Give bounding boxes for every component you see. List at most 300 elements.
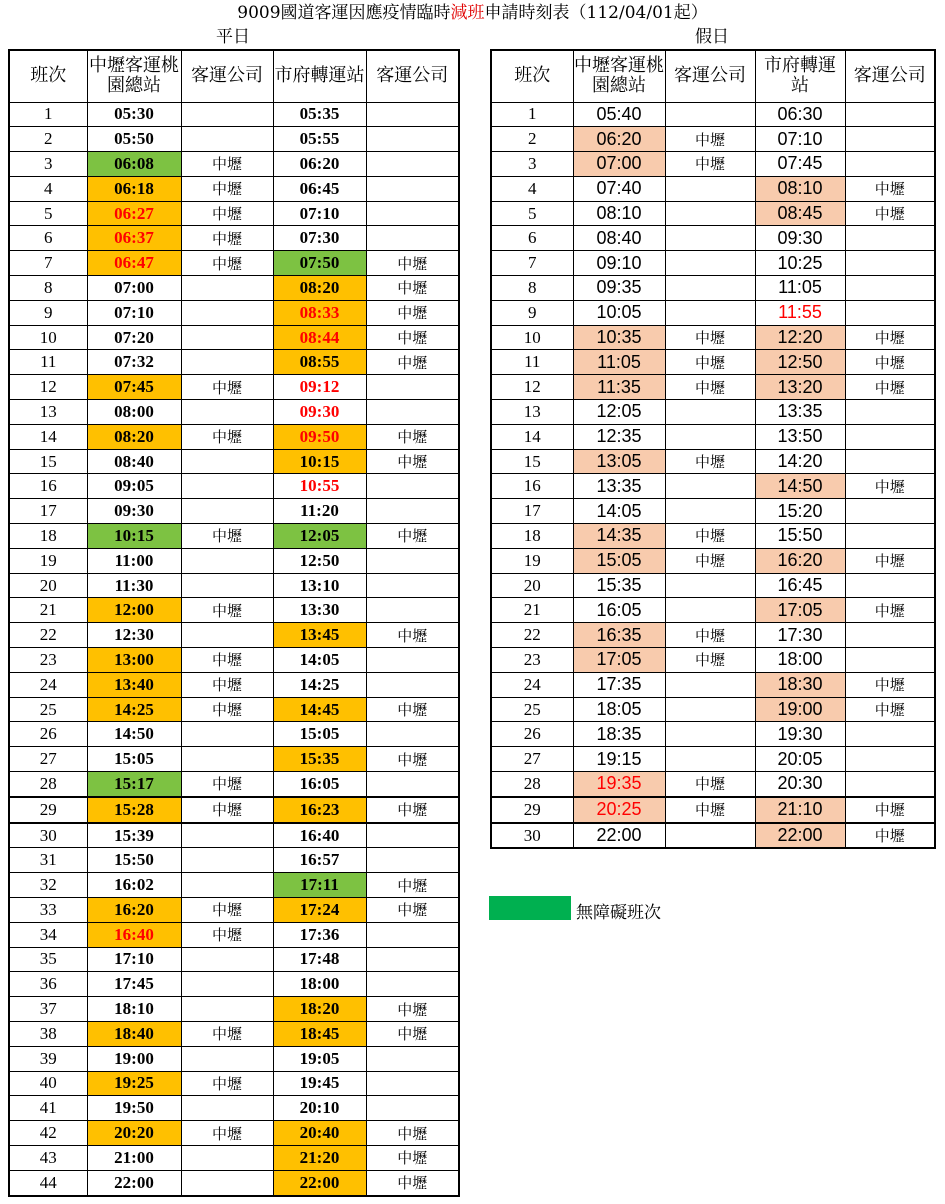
zhongli-company [665, 400, 755, 425]
city-hall-company: 中壢 [845, 672, 935, 697]
zhongli-company: 中壢 [181, 772, 273, 797]
accessible-legend-label: 無障礙班次 [576, 903, 661, 923]
trip-number: 11 [9, 350, 87, 375]
zhongli-company [181, 325, 273, 350]
zhongli-departure-time: 16:05 [573, 598, 665, 623]
city-hall-company: 中壢 [366, 747, 459, 772]
city-hall-departure-time: 07:50 [273, 251, 366, 276]
city-hall-company [366, 672, 459, 697]
table-row [9, 1021, 459, 1046]
city-hall-company: 中壢 [366, 424, 459, 449]
zhongli-departure-time: 07:45 [87, 375, 181, 400]
table-row [491, 102, 935, 127]
table-row [491, 499, 935, 524]
trip-number: 1 [9, 102, 87, 127]
zhongli-company [665, 102, 755, 127]
city-hall-departure-time: 08:45 [755, 201, 845, 226]
trip-number: 15 [9, 449, 87, 474]
city-hall-departure-time: 15:35 [273, 747, 366, 772]
city-hall-departure-time: 12:20 [755, 325, 845, 350]
city-hall-company [366, 201, 459, 226]
zhongli-company [181, 1046, 273, 1071]
city-hall-company [366, 972, 459, 997]
city-hall-company [366, 573, 459, 598]
zhongli-departure-time: 20:20 [87, 1121, 181, 1146]
trip-number: 39 [9, 1046, 87, 1071]
title-highlight: 減班 [450, 3, 485, 23]
table-row [9, 823, 459, 848]
city-hall-departure-time: 16:45 [755, 573, 845, 598]
city-hall-departure-time: 06:20 [273, 152, 366, 177]
zhongli-company: 中壢 [665, 375, 755, 400]
city-hall-departure-time: 18:30 [755, 672, 845, 697]
zhongli-departure-time: 08:00 [87, 400, 181, 425]
header-trip: 班次 [9, 50, 87, 102]
holiday-timetable [490, 49, 936, 849]
city-hall-company [845, 722, 935, 747]
trip-number: 28 [9, 772, 87, 797]
zhongli-company [665, 697, 755, 722]
zhongli-company [181, 1145, 273, 1170]
zhongli-company [665, 276, 755, 301]
table-row [9, 873, 459, 898]
table-row [9, 1145, 459, 1170]
zhongli-departure-time: 22:00 [87, 1170, 181, 1195]
trip-number: 10 [9, 325, 87, 350]
city-hall-company [845, 449, 935, 474]
zhongli-company [181, 873, 273, 898]
trip-number: 42 [9, 1121, 87, 1146]
zhongli-departure-time: 15:05 [573, 548, 665, 573]
trip-number: 1 [491, 102, 573, 127]
trip-number: 34 [9, 922, 87, 947]
city-hall-departure-time: 21:20 [273, 1145, 366, 1170]
table-row [9, 848, 459, 873]
table-row [9, 1096, 459, 1121]
header-company: 客運公司 [181, 50, 273, 102]
table-row [9, 947, 459, 972]
city-hall-departure-time: 17:36 [273, 922, 366, 947]
city-hall-company: 中壢 [845, 474, 935, 499]
city-hall-departure-time: 20:05 [755, 747, 845, 772]
city-hall-departure-time: 09:30 [273, 400, 366, 425]
trip-number: 8 [9, 276, 87, 301]
city-hall-departure-time: 15:05 [273, 722, 366, 747]
table-row [9, 449, 459, 474]
table-row [9, 300, 459, 325]
city-hall-departure-time: 13:10 [273, 573, 366, 598]
zhongli-company [181, 276, 273, 301]
city-hall-departure-time: 09:30 [755, 226, 845, 251]
trip-number: 17 [9, 499, 87, 524]
zhongli-departure-time: 14:50 [87, 722, 181, 747]
city-hall-departure-time: 07:45 [755, 152, 845, 177]
city-hall-company [366, 176, 459, 201]
city-hall-departure-time: 16:57 [273, 848, 366, 873]
city-hall-company [366, 400, 459, 425]
zhongli-departure-time: 10:05 [573, 300, 665, 325]
city-hall-company: 中壢 [366, 449, 459, 474]
zhongli-company [665, 474, 755, 499]
table-row [9, 722, 459, 747]
zhongli-departure-time: 16:20 [87, 898, 181, 923]
zhongli-company: 中壢 [181, 226, 273, 251]
trip-number: 26 [491, 722, 573, 747]
table-row [9, 573, 459, 598]
city-hall-departure-time: 19:00 [755, 697, 845, 722]
header-company-2: 客運公司 [366, 50, 459, 102]
table-row [9, 350, 459, 375]
city-hall-departure-time: 16:40 [273, 823, 366, 848]
zhongli-departure-time: 07:32 [87, 350, 181, 375]
city-hall-company [845, 226, 935, 251]
city-hall-departure-time: 09:50 [273, 424, 366, 449]
table-row [491, 623, 935, 648]
zhongli-company [665, 672, 755, 697]
city-hall-departure-time: 08:20 [273, 276, 366, 301]
city-hall-company: 中壢 [845, 176, 935, 201]
city-hall-departure-time: 18:00 [755, 648, 845, 673]
city-hall-company: 中壢 [845, 697, 935, 722]
table-row [491, 400, 935, 425]
city-hall-company: 中壢 [366, 300, 459, 325]
city-hall-departure-time: 07:10 [273, 201, 366, 226]
table-row [491, 449, 935, 474]
header-trip: 班次 [491, 50, 573, 102]
city-hall-departure-time: 07:30 [273, 226, 366, 251]
city-hall-departure-time: 11:05 [755, 276, 845, 301]
trip-number: 25 [9, 697, 87, 722]
trip-number: 12 [491, 375, 573, 400]
zhongli-departure-time: 22:00 [573, 823, 665, 849]
holiday-label: 假日 [695, 27, 729, 47]
table-row [491, 176, 935, 201]
table-row [9, 1046, 459, 1071]
table-row [491, 573, 935, 598]
zhongli-company: 中壢 [181, 424, 273, 449]
zhongli-company [181, 102, 273, 127]
trip-number: 4 [9, 176, 87, 201]
zhongli-departure-time: 06:47 [87, 251, 181, 276]
city-hall-company [366, 375, 459, 400]
table-row [491, 697, 935, 722]
zhongli-company [181, 722, 273, 747]
table-row [491, 276, 935, 301]
city-hall-company [366, 1096, 459, 1121]
zhongli-company: 中壢 [665, 350, 755, 375]
city-hall-departure-time: 06:30 [755, 102, 845, 127]
zhongli-company [665, 424, 755, 449]
city-hall-departure-time: 13:50 [755, 424, 845, 449]
trip-number: 29 [491, 797, 573, 823]
table-row [9, 524, 459, 549]
city-hall-company: 中壢 [845, 598, 935, 623]
zhongli-departure-time: 14:05 [573, 499, 665, 524]
table-row [491, 350, 935, 375]
zhongli-company [665, 251, 755, 276]
trip-number: 6 [9, 226, 87, 251]
zhongli-departure-time: 10:35 [573, 325, 665, 350]
city-hall-company: 中壢 [845, 797, 935, 823]
zhongli-company [181, 823, 273, 848]
city-hall-company [366, 922, 459, 947]
city-hall-company [366, 102, 459, 127]
table-row [491, 548, 935, 573]
city-hall-departure-time: 18:00 [273, 972, 366, 997]
table-row [491, 598, 935, 623]
city-hall-departure-time: 17:05 [755, 598, 845, 623]
zhongli-departure-time: 15:35 [573, 573, 665, 598]
city-hall-company: 中壢 [845, 375, 935, 400]
table-row [491, 152, 935, 177]
city-hall-company [366, 127, 459, 152]
city-hall-company [845, 400, 935, 425]
trip-number: 25 [491, 697, 573, 722]
zhongli-company [181, 548, 273, 573]
zhongli-company: 中壢 [181, 1121, 273, 1146]
trip-number: 15 [491, 449, 573, 474]
city-hall-departure-time: 17:48 [273, 947, 366, 972]
table-row [9, 152, 459, 177]
city-hall-company [366, 474, 459, 499]
zhongli-company [181, 127, 273, 152]
zhongli-departure-time: 06:20 [573, 127, 665, 152]
city-hall-company: 中壢 [366, 1121, 459, 1146]
trip-number: 24 [491, 672, 573, 697]
zhongli-company: 中壢 [181, 201, 273, 226]
trip-number: 30 [9, 823, 87, 848]
zhongli-company: 中壢 [181, 648, 273, 673]
city-hall-company: 中壢 [845, 350, 935, 375]
city-hall-company [845, 251, 935, 276]
zhongli-company [665, 747, 755, 772]
city-hall-departure-time: 13:35 [755, 400, 845, 425]
trip-number: 37 [9, 997, 87, 1022]
trip-number: 11 [491, 350, 573, 375]
header-zhongli-station: 中壢客運桃園總站 [573, 50, 665, 102]
zhongli-departure-time: 06:08 [87, 152, 181, 177]
zhongli-company: 中壢 [181, 898, 273, 923]
zhongli-company [181, 972, 273, 997]
zhongli-departure-time: 08:20 [87, 424, 181, 449]
zhongli-departure-time: 09:30 [87, 499, 181, 524]
zhongli-company [665, 573, 755, 598]
zhongli-company: 中壢 [181, 697, 273, 722]
zhongli-company [181, 400, 273, 425]
zhongli-departure-time: 18:35 [573, 722, 665, 747]
zhongli-company [181, 997, 273, 1022]
city-hall-departure-time: 14:25 [273, 672, 366, 697]
city-hall-company [366, 1071, 459, 1096]
zhongli-company [181, 300, 273, 325]
table-row [491, 251, 935, 276]
city-hall-company [845, 499, 935, 524]
trip-number: 40 [9, 1071, 87, 1096]
trip-number: 6 [491, 226, 573, 251]
zhongli-company [665, 499, 755, 524]
trip-number: 2 [491, 127, 573, 152]
zhongli-departure-time: 18:10 [87, 997, 181, 1022]
city-hall-company: 中壢 [366, 997, 459, 1022]
city-hall-company [366, 823, 459, 848]
city-hall-departure-time: 17:30 [755, 623, 845, 648]
city-hall-departure-time: 17:11 [273, 873, 366, 898]
city-hall-departure-time: 08:33 [273, 300, 366, 325]
zhongli-company: 中壢 [181, 1071, 273, 1096]
city-hall-company [366, 648, 459, 673]
table-row [9, 251, 459, 276]
city-hall-departure-time: 19:45 [273, 1071, 366, 1096]
city-hall-departure-time: 17:24 [273, 898, 366, 923]
city-hall-departure-time: 21:10 [755, 797, 845, 823]
table-row [9, 127, 459, 152]
city-hall-departure-time: 14:45 [273, 697, 366, 722]
trip-number: 22 [9, 623, 87, 648]
zhongli-departure-time: 06:18 [87, 176, 181, 201]
city-hall-company [366, 848, 459, 873]
city-hall-company [366, 947, 459, 972]
trip-number: 30 [491, 823, 573, 849]
city-hall-company: 中壢 [366, 325, 459, 350]
zhongli-departure-time: 11:05 [573, 350, 665, 375]
trip-number: 35 [9, 947, 87, 972]
zhongli-departure-time: 11:35 [573, 375, 665, 400]
zhongli-company: 中壢 [181, 152, 273, 177]
zhongli-company [181, 848, 273, 873]
table-row [491, 325, 935, 350]
zhongli-departure-time: 09:10 [573, 251, 665, 276]
zhongli-departure-time: 16:35 [573, 623, 665, 648]
city-hall-company [366, 548, 459, 573]
city-hall-company: 中壢 [366, 276, 459, 301]
trip-number: 7 [491, 251, 573, 276]
zhongli-company: 中壢 [181, 672, 273, 697]
city-hall-departure-time: 13:20 [755, 375, 845, 400]
city-hall-departure-time: 14:20 [755, 449, 845, 474]
zhongli-departure-time: 14:25 [87, 697, 181, 722]
table-row [9, 898, 459, 923]
table-row [491, 524, 935, 549]
city-hall-departure-time: 12:50 [755, 350, 845, 375]
zhongli-departure-time: 15:28 [87, 797, 181, 823]
city-hall-company [845, 152, 935, 177]
table-row [9, 972, 459, 997]
trip-number: 18 [491, 524, 573, 549]
city-hall-departure-time: 06:45 [273, 176, 366, 201]
city-hall-company [845, 648, 935, 673]
city-hall-departure-time: 10:15 [273, 449, 366, 474]
zhongli-company [665, 176, 755, 201]
trip-number: 36 [9, 972, 87, 997]
zhongli-departure-time: 07:00 [573, 152, 665, 177]
city-hall-departure-time: 13:45 [273, 623, 366, 648]
zhongli-departure-time: 11:30 [87, 573, 181, 598]
zhongli-departure-time: 06:27 [87, 201, 181, 226]
trip-number: 28 [491, 772, 573, 797]
trip-number: 23 [9, 648, 87, 673]
zhongli-company [665, 598, 755, 623]
trip-number: 14 [9, 424, 87, 449]
table-row [491, 375, 935, 400]
trip-number: 32 [9, 873, 87, 898]
table-row [9, 598, 459, 623]
city-hall-company [845, 772, 935, 797]
trip-number: 3 [9, 152, 87, 177]
table-row [9, 325, 459, 350]
zhongli-departure-time: 08:40 [87, 449, 181, 474]
table-row [9, 176, 459, 201]
city-hall-company [845, 102, 935, 127]
city-hall-departure-time: 18:20 [273, 997, 366, 1022]
city-hall-departure-time: 12:05 [273, 524, 366, 549]
city-hall-company: 中壢 [845, 823, 935, 849]
trip-number: 43 [9, 1145, 87, 1170]
zhongli-departure-time: 14:35 [573, 524, 665, 549]
zhongli-departure-time: 15:05 [87, 747, 181, 772]
table-row [9, 276, 459, 301]
zhongli-departure-time: 19:35 [573, 772, 665, 797]
zhongli-company: 中壢 [181, 524, 273, 549]
zhongli-company: 中壢 [665, 325, 755, 350]
table-row [491, 747, 935, 772]
zhongli-departure-time: 17:35 [573, 672, 665, 697]
city-hall-departure-time: 14:50 [755, 474, 845, 499]
table-row [491, 648, 935, 673]
zhongli-company [665, 722, 755, 747]
table-row [9, 400, 459, 425]
zhongli-company: 中壢 [181, 922, 273, 947]
zhongli-departure-time: 19:50 [87, 1096, 181, 1121]
zhongli-departure-time: 12:00 [87, 598, 181, 623]
city-hall-departure-time: 15:20 [755, 499, 845, 524]
trip-number: 27 [9, 747, 87, 772]
city-hall-departure-time: 11:20 [273, 499, 366, 524]
table-row [491, 300, 935, 325]
city-hall-departure-time: 19:30 [755, 722, 845, 747]
city-hall-company: 中壢 [845, 201, 935, 226]
trip-number: 23 [491, 648, 573, 673]
table-row [491, 201, 935, 226]
trip-number: 41 [9, 1096, 87, 1121]
zhongli-departure-time: 08:10 [573, 201, 665, 226]
header-company-2: 客運公司 [845, 50, 935, 102]
header-city-hall-station: 市府轉運站 [755, 50, 845, 102]
city-hall-company [845, 747, 935, 772]
city-hall-departure-time: 22:00 [273, 1170, 366, 1195]
table-row [9, 548, 459, 573]
zhongli-departure-time: 16:40 [87, 922, 181, 947]
table-row [9, 797, 459, 823]
trip-number: 4 [491, 176, 573, 201]
header-company: 客運公司 [665, 50, 755, 102]
city-hall-departure-time: 14:05 [273, 648, 366, 673]
zhongli-company: 中壢 [665, 127, 755, 152]
zhongli-departure-time: 13:05 [573, 449, 665, 474]
trip-number: 26 [9, 722, 87, 747]
trip-number: 8 [491, 276, 573, 301]
city-hall-company [366, 772, 459, 797]
zhongli-departure-time: 17:45 [87, 972, 181, 997]
title-prefix: 9009國道客運因應疫情臨時 [237, 3, 451, 23]
trip-number: 27 [491, 747, 573, 772]
city-hall-departure-time: 13:30 [273, 598, 366, 623]
zhongli-company: 中壢 [181, 251, 273, 276]
table-row [9, 772, 459, 797]
trip-number: 29 [9, 797, 87, 823]
trip-number: 16 [9, 474, 87, 499]
city-hall-company: 中壢 [366, 251, 459, 276]
city-hall-company: 中壢 [366, 1170, 459, 1195]
